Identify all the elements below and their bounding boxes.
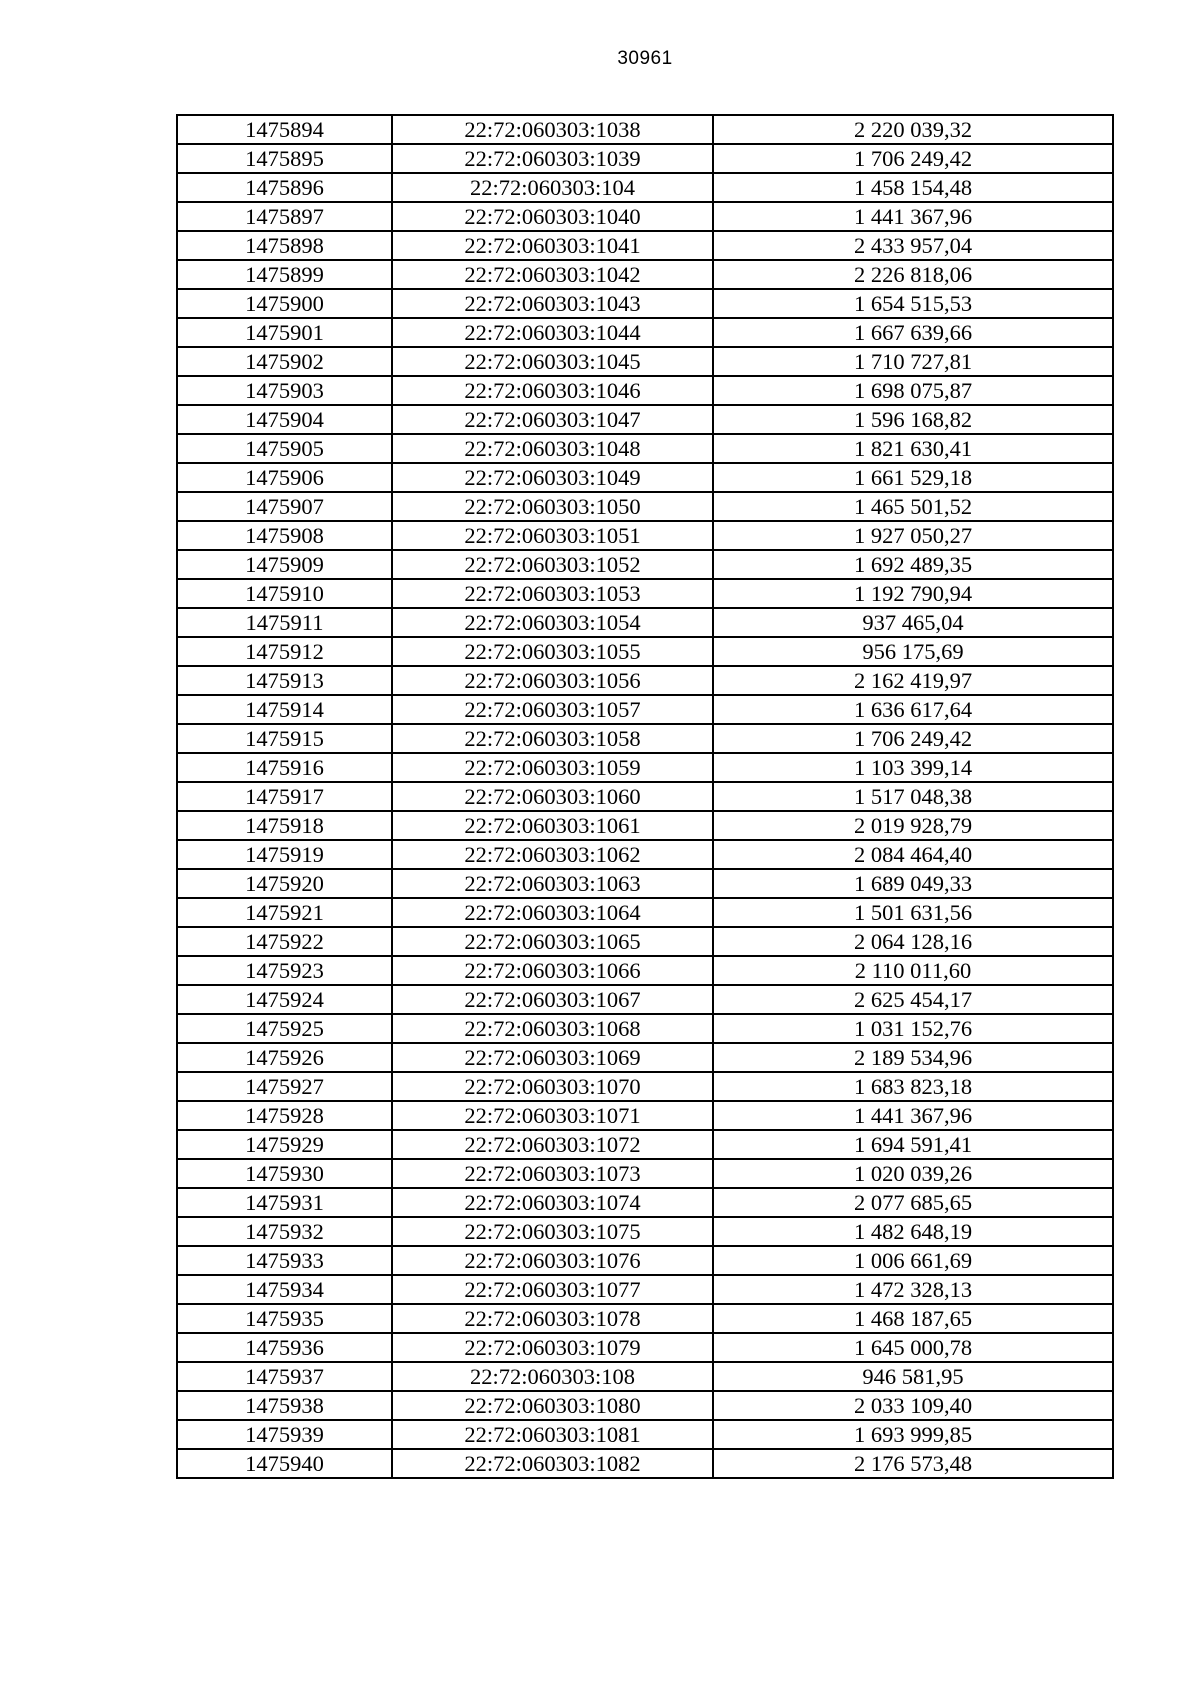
cadastral-number-cell: 22:72:060303:1068: [392, 1014, 713, 1043]
table-row: [177, 608, 1113, 637]
cadastral-value-cell: 1 458 154,48: [713, 173, 1113, 202]
cadastral-number-cell: 22:72:060303:1062: [392, 840, 713, 869]
table-row: [177, 1217, 1113, 1246]
cadastral-number-cell: 22:72:060303:1056: [392, 666, 713, 695]
table-row: [177, 492, 1113, 521]
row-number-cell: 1475927: [177, 1072, 392, 1101]
row-number-cell: 1475929: [177, 1130, 392, 1159]
row-number-cell: 1475905: [177, 434, 392, 463]
cadastral-number-cell: 22:72:060303:1075: [392, 1217, 713, 1246]
row-number-cell: 1475915: [177, 724, 392, 753]
row-number-cell: 1475895: [177, 144, 392, 173]
cadastral-number-cell: 22:72:060303:1045: [392, 347, 713, 376]
cadastral-number-cell: 22:72:060303:1067: [392, 985, 713, 1014]
cadastral-value-cell: 2 033 109,40: [713, 1391, 1113, 1420]
cadastral-value-cell: 1 661 529,18: [713, 463, 1113, 492]
table-row: [177, 1420, 1113, 1449]
cadastral-number-cell: 22:72:060303:1052: [392, 550, 713, 579]
cadastral-number-cell: 22:72:060303:1082: [392, 1449, 713, 1478]
cadastral-number-cell: 22:72:060303:1043: [392, 289, 713, 318]
cadastral-value-cell: 1 006 661,69: [713, 1246, 1113, 1275]
table-body: [177, 115, 1113, 1478]
row-number-cell: 1475918: [177, 811, 392, 840]
cadastral-value-cell: 1 645 000,78: [713, 1333, 1113, 1362]
cadastral-number-cell: 22:72:060303:1057: [392, 695, 713, 724]
row-number-cell: 1475903: [177, 376, 392, 405]
cadastral-number-cell: 22:72:060303:1078: [392, 1304, 713, 1333]
cadastral-value-cell: 2 084 464,40: [713, 840, 1113, 869]
row-number-cell: 1475898: [177, 231, 392, 260]
table-row: [177, 521, 1113, 550]
table-row: [177, 1159, 1113, 1188]
cadastral-value-cell: 2 176 573,48: [713, 1449, 1113, 1478]
cadastral-number-cell: 22:72:060303:1073: [392, 1159, 713, 1188]
cadastral-number-cell: 22:72:060303:1065: [392, 927, 713, 956]
table-row: [177, 695, 1113, 724]
table-row: [177, 1362, 1113, 1391]
table-row: [177, 405, 1113, 434]
row-number-cell: 1475928: [177, 1101, 392, 1130]
row-number-cell: 1475897: [177, 202, 392, 231]
table-row: [177, 782, 1113, 811]
cadastral-value-cell: 2 110 011,60: [713, 956, 1113, 985]
row-number-cell: 1475911: [177, 608, 392, 637]
cadastral-number-cell: 22:72:060303:1051: [392, 521, 713, 550]
table-row: [177, 144, 1113, 173]
cadastral-value-cell: 937 465,04: [713, 608, 1113, 637]
cadastral-value-cell: 956 175,69: [713, 637, 1113, 666]
row-number-cell: 1475939: [177, 1420, 392, 1449]
cadastral-number-cell: 22:72:060303:1080: [392, 1391, 713, 1420]
table-row: [177, 1101, 1113, 1130]
row-number-cell: 1475919: [177, 840, 392, 869]
cadastral-number-cell: 22:72:060303:1066: [392, 956, 713, 985]
table-row: [177, 347, 1113, 376]
cadastral-number-cell: 22:72:060303:1050: [392, 492, 713, 521]
cadastral-value-cell: 1 465 501,52: [713, 492, 1113, 521]
row-number-cell: 1475899: [177, 260, 392, 289]
cadastral-number-cell: 22:72:060303:1074: [392, 1188, 713, 1217]
table-row: [177, 753, 1113, 782]
row-number-cell: 1475923: [177, 956, 392, 985]
cadastral-number-cell: 22:72:060303:1044: [392, 318, 713, 347]
cadastral-number-cell: 22:72:060303:1047: [392, 405, 713, 434]
cadastral-value-cell: 1 698 075,87: [713, 376, 1113, 405]
cadastral-number-cell: 22:72:060303:1048: [392, 434, 713, 463]
row-number-cell: 1475938: [177, 1391, 392, 1420]
cadastral-number-cell: 22:72:060303:1071: [392, 1101, 713, 1130]
cadastral-number-cell: 22:72:060303:1070: [392, 1072, 713, 1101]
table-row: [177, 956, 1113, 985]
cadastral-value-cell: 1 689 049,33: [713, 869, 1113, 898]
cadastral-value-cell: 1 441 367,96: [713, 202, 1113, 231]
cadastral-number-cell: 22:72:060303:1053: [392, 579, 713, 608]
row-number-cell: 1475932: [177, 1217, 392, 1246]
cadastral-value-cell: 1 667 639,66: [713, 318, 1113, 347]
cadastral-value-cell: 946 581,95: [713, 1362, 1113, 1391]
page-number: 30961: [617, 48, 673, 69]
cadastral-value-cell: 2 019 928,79: [713, 811, 1113, 840]
cadastral-value-cell: 1 468 187,65: [713, 1304, 1113, 1333]
cadastral-value-cell: 1 694 591,41: [713, 1130, 1113, 1159]
cadastral-value-cell: 1 596 168,82: [713, 405, 1113, 434]
table-row: [177, 840, 1113, 869]
row-number-cell: 1475900: [177, 289, 392, 318]
cadastral-value-table: [176, 114, 1114, 1479]
row-number-cell: 1475917: [177, 782, 392, 811]
row-number-cell: 1475908: [177, 521, 392, 550]
table-row: [177, 1246, 1113, 1275]
table-row: [177, 637, 1113, 666]
cadastral-number-cell: 22:72:060303:1061: [392, 811, 713, 840]
cadastral-number-cell: 22:72:060303:1055: [392, 637, 713, 666]
table-row: [177, 260, 1113, 289]
row-number-cell: 1475909: [177, 550, 392, 579]
cadastral-number-cell: 22:72:060303:1060: [392, 782, 713, 811]
cadastral-value-cell: 1 710 727,81: [713, 347, 1113, 376]
table-row: [177, 1014, 1113, 1043]
row-number-cell: 1475907: [177, 492, 392, 521]
row-number-cell: 1475904: [177, 405, 392, 434]
cadastral-number-cell: 22:72:060303:1058: [392, 724, 713, 753]
cadastral-number-cell: 22:72:060303:1069: [392, 1043, 713, 1072]
table-row: [177, 231, 1113, 260]
row-number-cell: 1475914: [177, 695, 392, 724]
cadastral-number-cell: 22:72:060303:1077: [392, 1275, 713, 1304]
cadastral-number-cell: 22:72:060303:1038: [392, 115, 713, 144]
table-row: [177, 1043, 1113, 1072]
table-row: [177, 985, 1113, 1014]
cadastral-number-cell: 22:72:060303:108: [392, 1362, 713, 1391]
cadastral-value-cell: 1 927 050,27: [713, 521, 1113, 550]
cadastral-value-cell: 2 077 685,65: [713, 1188, 1113, 1217]
cadastral-value-cell: 2 226 818,06: [713, 260, 1113, 289]
row-number-cell: 1475924: [177, 985, 392, 1014]
cadastral-value-cell: 2 625 454,17: [713, 985, 1113, 1014]
cadastral-value-cell: 1 103 399,14: [713, 753, 1113, 782]
cadastral-value-cell: 2 162 419,97: [713, 666, 1113, 695]
table-row: [177, 1449, 1113, 1478]
cadastral-value-cell: 1 031 152,76: [713, 1014, 1113, 1043]
cadastral-value-cell: 2 433 957,04: [713, 231, 1113, 260]
cadastral-value-cell: 1 192 790,94: [713, 579, 1113, 608]
cadastral-value-cell: 1 472 328,13: [713, 1275, 1113, 1304]
row-number-cell: 1475916: [177, 753, 392, 782]
row-number-cell: 1475931: [177, 1188, 392, 1217]
table-row: [177, 202, 1113, 231]
table-row: [177, 927, 1113, 956]
cadastral-number-cell: 22:72:060303:1039: [392, 144, 713, 173]
row-number-cell: 1475926: [177, 1043, 392, 1072]
table-row: [177, 318, 1113, 347]
table-row: [177, 463, 1113, 492]
cadastral-value-cell: 1 706 249,42: [713, 144, 1113, 173]
table-row: [177, 811, 1113, 840]
table-row: [177, 579, 1113, 608]
cadastral-value-cell: 1 020 039,26: [713, 1159, 1113, 1188]
row-number-cell: 1475894: [177, 115, 392, 144]
row-number-cell: 1475940: [177, 1449, 392, 1478]
table-row: [177, 1275, 1113, 1304]
cadastral-number-cell: 22:72:060303:1054: [392, 608, 713, 637]
row-number-cell: 1475913: [177, 666, 392, 695]
row-number-cell: 1475896: [177, 173, 392, 202]
row-number-cell: 1475901: [177, 318, 392, 347]
row-number-cell: 1475910: [177, 579, 392, 608]
table-row: [177, 666, 1113, 695]
cadastral-number-cell: 22:72:060303:1064: [392, 898, 713, 927]
row-number-cell: 1475902: [177, 347, 392, 376]
row-number-cell: 1475925: [177, 1014, 392, 1043]
cadastral-value-cell: 1 693 999,85: [713, 1420, 1113, 1449]
table-row: [177, 724, 1113, 753]
cadastral-value-cell: 1 706 249,42: [713, 724, 1113, 753]
cadastral-number-cell: 22:72:060303:1049: [392, 463, 713, 492]
cadastral-value-cell: 1 636 617,64: [713, 695, 1113, 724]
table-row: [177, 434, 1113, 463]
row-number-cell: 1475912: [177, 637, 392, 666]
row-number-cell: 1475930: [177, 1159, 392, 1188]
table-row: [177, 376, 1113, 405]
table-row: [177, 1304, 1113, 1333]
cadastral-number-cell: 22:72:060303:1041: [392, 231, 713, 260]
table-row: [177, 289, 1113, 318]
cadastral-value-cell: 2 064 128,16: [713, 927, 1113, 956]
cadastral-number-cell: 22:72:060303:1059: [392, 753, 713, 782]
cadastral-number-cell: 22:72:060303:1076: [392, 1246, 713, 1275]
table-row: [177, 115, 1113, 144]
row-number-cell: 1475920: [177, 869, 392, 898]
cadastral-number-cell: 22:72:060303:1072: [392, 1130, 713, 1159]
table-row: [177, 550, 1113, 579]
row-number-cell: 1475935: [177, 1304, 392, 1333]
row-number-cell: 1475906: [177, 463, 392, 492]
row-number-cell: 1475921: [177, 898, 392, 927]
row-number-cell: 1475937: [177, 1362, 392, 1391]
cadastral-value-cell: 1 683 823,18: [713, 1072, 1113, 1101]
cadastral-value-cell: 2 189 534,96: [713, 1043, 1113, 1072]
row-number-cell: 1475933: [177, 1246, 392, 1275]
cadastral-number-cell: 22:72:060303:1040: [392, 202, 713, 231]
cadastral-number-cell: 22:72:060303:104: [392, 173, 713, 202]
row-number-cell: 1475936: [177, 1333, 392, 1362]
row-number-cell: 1475922: [177, 927, 392, 956]
cadastral-value-cell: 1 692 489,35: [713, 550, 1113, 579]
cadastral-number-cell: 22:72:060303:1081: [392, 1420, 713, 1449]
table-row: [177, 173, 1113, 202]
cadastral-value-cell: 1 482 648,19: [713, 1217, 1113, 1246]
table-row: [177, 898, 1113, 927]
cadastral-number-cell: 22:72:060303:1063: [392, 869, 713, 898]
cadastral-value-cell: 1 821 630,41: [713, 434, 1113, 463]
table-row: [177, 1130, 1113, 1159]
table-row: [177, 1188, 1113, 1217]
cadastral-value-cell: 1 517 048,38: [713, 782, 1113, 811]
row-number-cell: 1475934: [177, 1275, 392, 1304]
cadastral-number-cell: 22:72:060303:1042: [392, 260, 713, 289]
cadastral-number-cell: 22:72:060303:1079: [392, 1333, 713, 1362]
cadastral-value-cell: 1 654 515,53: [713, 289, 1113, 318]
table-row: [177, 1391, 1113, 1420]
table-row: [177, 1072, 1113, 1101]
table-row: [177, 1333, 1113, 1362]
cadastral-number-cell: 22:72:060303:1046: [392, 376, 713, 405]
cadastral-value-cell: 1 501 631,56: [713, 898, 1113, 927]
cadastral-value-cell: 1 441 367,96: [713, 1101, 1113, 1130]
cadastral-value-cell: 2 220 039,32: [713, 115, 1113, 144]
table-row: [177, 869, 1113, 898]
